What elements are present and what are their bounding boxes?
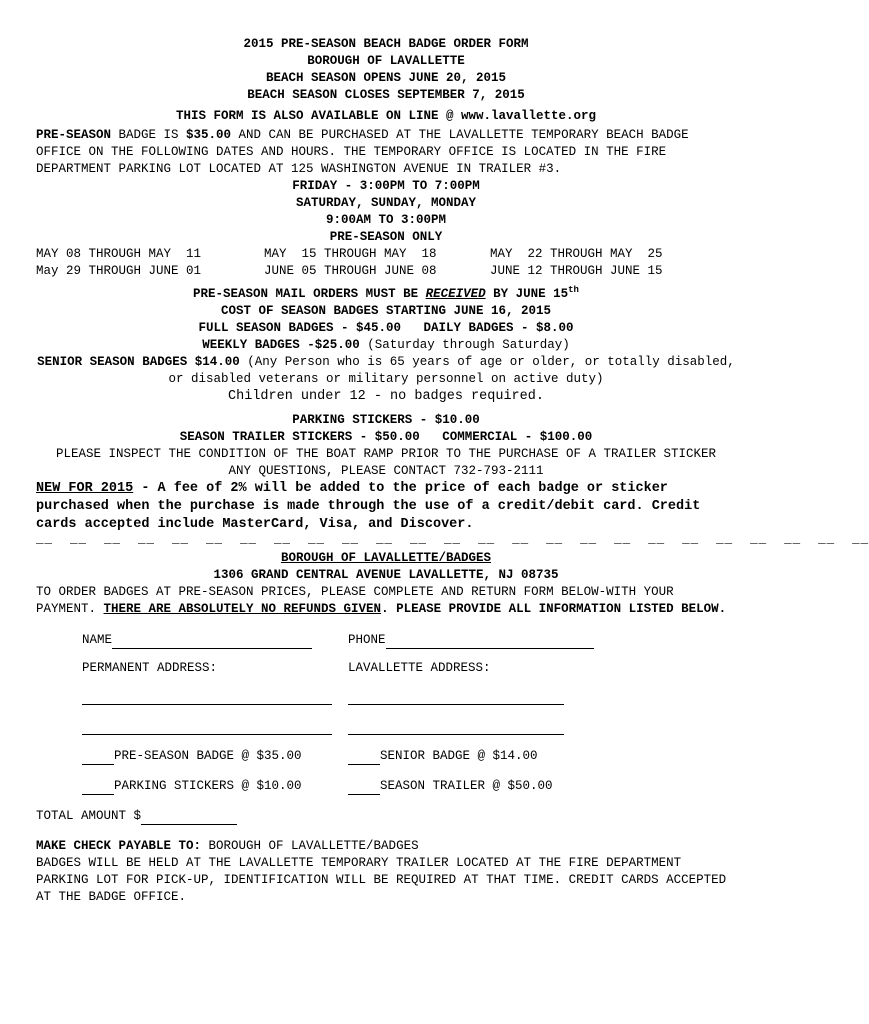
address-line-row-2	[82, 718, 736, 748]
contact-line: ANY QUESTIONS, PLEASE CONTACT 732-793-2111	[228, 464, 544, 478]
season-trailer-label: SEASON TRAILER @ $50.00	[380, 779, 553, 793]
weekly-price-line	[36, 337, 736, 354]
commercial-price: COMMERCIAL - $100.00	[442, 430, 593, 444]
title-line: 2015 PRE-SEASON BEACH BADGE ORDER FORM	[243, 37, 529, 51]
trailer-price: SEASON TRAILER STICKERS - $50.00	[179, 430, 420, 444]
preseason-only: PRE-SEASON ONLY	[329, 230, 443, 244]
mail-to-address: 1306 GRAND CENTRAL AVENUE LAVALLETTE, NJ 08735	[213, 568, 559, 582]
mail-order-deadline	[36, 286, 736, 303]
schedule-cell: JUNE 12 THROUGH JUNE 15	[490, 264, 663, 278]
online-notice: THIS FORM IS ALSO AVAILABLE ON LINE @ www.lavallette.org	[175, 109, 597, 123]
phone-field[interactable]	[348, 632, 648, 649]
parking-price: PARKING STICKERS - $10.00	[292, 413, 480, 427]
total-amount-line[interactable]	[141, 811, 237, 825]
address-labels-row	[82, 660, 736, 688]
intro-paragraph	[36, 127, 736, 178]
season-trailer-qty[interactable]	[348, 781, 380, 795]
order-instructions	[36, 584, 736, 618]
no-refunds-notice: THERE ARE ABSOLUTELY NO REFUNDS GIVEN	[103, 602, 382, 616]
badge-qty-row-1	[82, 748, 736, 778]
lavallette-address-line-2[interactable]	[348, 721, 564, 735]
name-field[interactable]	[82, 632, 348, 649]
phone-input-line[interactable]	[386, 635, 594, 649]
weekend-hours: 9:00AM TO 3:00PM	[325, 213, 447, 227]
senior-badge-label: SENIOR BADGE @ $14.00	[380, 749, 538, 763]
intro-text-2: AND CAN BE PURCHASED AT THE LAVALLETTE TEMPORARY BEACH BADGE OFFICE ON THE FOLLOWING DATES AND HOURS. THE TEMPORARY OFFICE IS LOCATED IN THE FIRE DEPARTMENT PARKING LOT LOCATED AT 125 WASHINGTON AVENUE IN TRAILER #3.	[36, 128, 689, 176]
name-phone-row	[82, 632, 736, 660]
intro-price: $35.00	[186, 128, 232, 142]
pickup-notice: BADGES WILL BE HELD AT THE LAVALLETTE TEMPORARY TRAILER LOCATED AT THE FIRE DEPARTMENT PARKING LOT FOR PICK-UP, IDENTIFICATION WILL BE REQUIRED AT THAT TIME. CREDIT CARDS ACCEPTED AT THE BADGE OFFICE.	[36, 856, 727, 904]
full-season-price: FULL SEASON BADGES - $45.00	[198, 321, 401, 335]
weekend-days: SATURDAY, SUNDAY, MONDAY	[295, 196, 477, 210]
lavallette-address-label: LAVALLETTE ADDRESS:	[348, 661, 491, 675]
senior-note: (Any Person who is 65 years of age or older, or totally disabled, or disabled veterans or military personnel on active duty)	[168, 355, 735, 386]
senior-badge-qty[interactable]	[348, 751, 380, 765]
permanent-address-line-1[interactable]	[82, 691, 332, 705]
senior-price: SENIOR SEASON BADGES $14.00	[37, 355, 240, 369]
full-daily-prices	[36, 320, 736, 337]
form-title	[36, 36, 736, 104]
name-input-line[interactable]	[112, 635, 312, 649]
children-note: Children under 12 - no badges required.	[228, 389, 544, 404]
mail-deadline-text: PRE-SEASON MAIL ORDERS MUST BE	[193, 287, 426, 301]
mail-deadline-date: BY JUNE 15	[485, 287, 569, 301]
borough-name: BOROUGH OF LAVALLETTE	[307, 54, 465, 68]
intro-text-1: BADGE IS	[111, 128, 187, 142]
senior-price-line	[36, 354, 736, 388]
order-form-page	[36, 36, 869, 906]
preseason-badge-label: PRE-SEASON BADGE @ $35.00	[114, 749, 302, 763]
mail-to-text: BOROUGH OF LAVALLETTE/BADGES	[280, 551, 492, 565]
cost-start: COST OF SEASON BADGES STARTING JUNE 16, 2015	[220, 304, 552, 318]
name-label: NAME	[82, 633, 113, 647]
permanent-address-label: PERMANENT ADDRESS:	[82, 661, 218, 675]
fee-notice-text: - A fee of 2% will be added to the price of each badge or sticker purchased when the purchase is made through the use of a credit/debit card. Credit cards accepted include MasterCard, Visa, and Discover.	[36, 481, 701, 532]
schedule-cell: MAY 15 THROUGH MAY 18	[264, 247, 437, 261]
parking-stickers-label: PARKING STICKERS @ $10.00	[114, 779, 302, 793]
season-opens: BEACH SEASON OPENS JUNE 20, 2015	[265, 71, 507, 85]
schedule-cell: May 29 THROUGH JUNE 01	[36, 264, 202, 278]
cut-line-divider: __ __ __ __ __ __ __ __ __ __ __ __ __ __ __ __ __ __ __ __ __ __ __ __ __	[36, 532, 869, 546]
total-amount-label: TOTAL AMOUNT $	[36, 809, 142, 823]
parking-stickers-qty[interactable]	[82, 781, 114, 795]
date-suffix: th	[568, 284, 579, 295]
fee-notice	[36, 480, 736, 534]
office-hours	[36, 178, 736, 246]
provide-info-text: . PLEASE PROVIDE ALL INFORMATION LISTED BELOW.	[381, 602, 727, 616]
new-for-label: NEW FOR 2015	[36, 481, 134, 496]
payable-label: MAKE CHECK PAYABLE TO:	[36, 839, 202, 853]
payable-line	[36, 838, 736, 855]
intro-lead: PRE-SEASON	[36, 128, 112, 142]
lavallette-address-line-1[interactable]	[348, 691, 564, 705]
phone-label: PHONE	[348, 633, 386, 647]
season-closes: BEACH SEASON CLOSES SEPTEMBER 7, 2015	[247, 88, 525, 102]
mail-to-name	[36, 550, 736, 567]
preseason-badge-qty[interactable]	[82, 751, 114, 765]
permanent-address-line-2[interactable]	[82, 721, 332, 735]
received-word: RECEIVED	[425, 287, 486, 301]
badge-qty-row-2	[82, 778, 736, 808]
schedule-cell: JUNE 05 THROUGH JUNE 08	[264, 264, 437, 278]
address-line-row-1	[82, 688, 736, 718]
payable-value: BOROUGH OF LAVALLETTE/BADGES	[201, 839, 419, 853]
schedule-cell: MAY 22 THROUGH MAY 25	[490, 247, 663, 261]
instructions-text: TO ORDER BADGES AT PRE-SEASON PRICES, PLEASE COMPLETE AND RETURN FORM BELOW-WITH YOUR PAYMENT.	[36, 585, 674, 616]
daily-price: DAILY BADGES - $8.00	[423, 321, 574, 335]
date-schedule	[36, 246, 736, 280]
friday-hours: FRIDAY - 3:00PM TO 7:00PM	[292, 179, 480, 193]
trailer-commercial-prices	[36, 429, 736, 446]
boat-ramp-notice: PLEASE INSPECT THE CONDITION OF THE BOAT RAMP PRIOR TO THE PURCHASE OF A TRAILER STICKER	[55, 447, 717, 461]
weekly-price: WEEKLY BADGES -$25.00	[202, 338, 360, 352]
total-amount-field[interactable]	[36, 808, 736, 838]
weekly-note: (Saturday through Saturday)	[359, 338, 570, 352]
schedule-cell: MAY 08 THROUGH MAY 11	[36, 247, 202, 261]
